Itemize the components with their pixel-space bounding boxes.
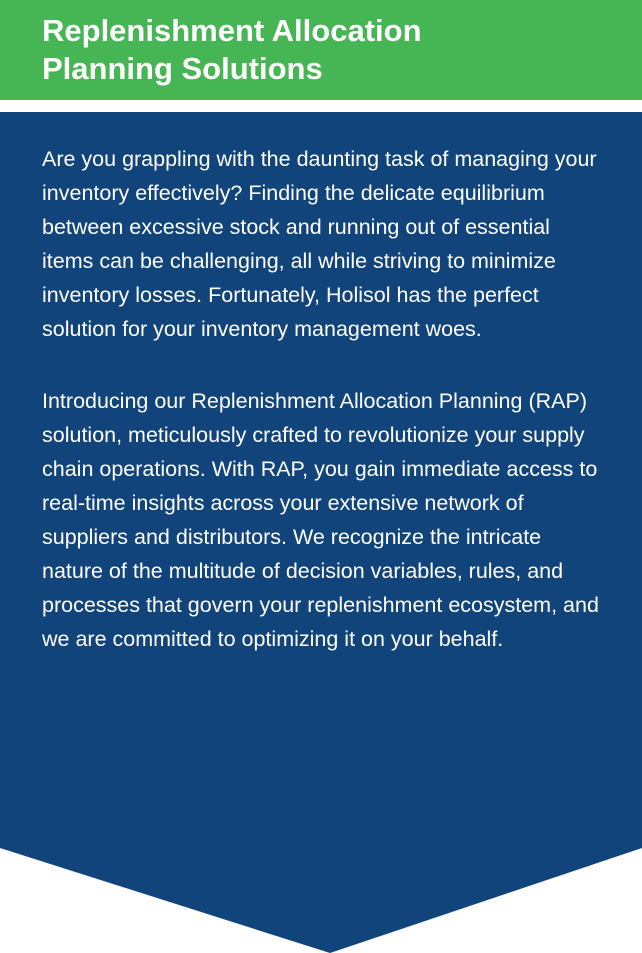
rap-paragraph: Introducing our Replenishment Allocation Planning (RAP) solution, meticulously crafted to revolutionize your supply chain operations. With RAP, you gain immediate access to real-time insights across your extensive network of suppliers and distributors. We recognize the intricate nature of the multitude of decision variables, rules, and processes that govern your replenishment ecosystem, and we are committed to optimizing it on your behalf. [42,389,599,651]
intro-paragraph: Are you grappling with the daunting task of managing your inventory effectively? Finding the delicate equilibrium between excessive stock and running out of essential items can be challenging, all while striving to minimize inventory losses. Fortunately, Holisol has the perfect solution for your inventory management woes. [42,147,597,341]
body-text [42,142,602,694]
content-panel [0,112,642,953]
page-title: Replenishment Allocation Planning Solutions [42,13,422,86]
header-banner [0,0,642,100]
